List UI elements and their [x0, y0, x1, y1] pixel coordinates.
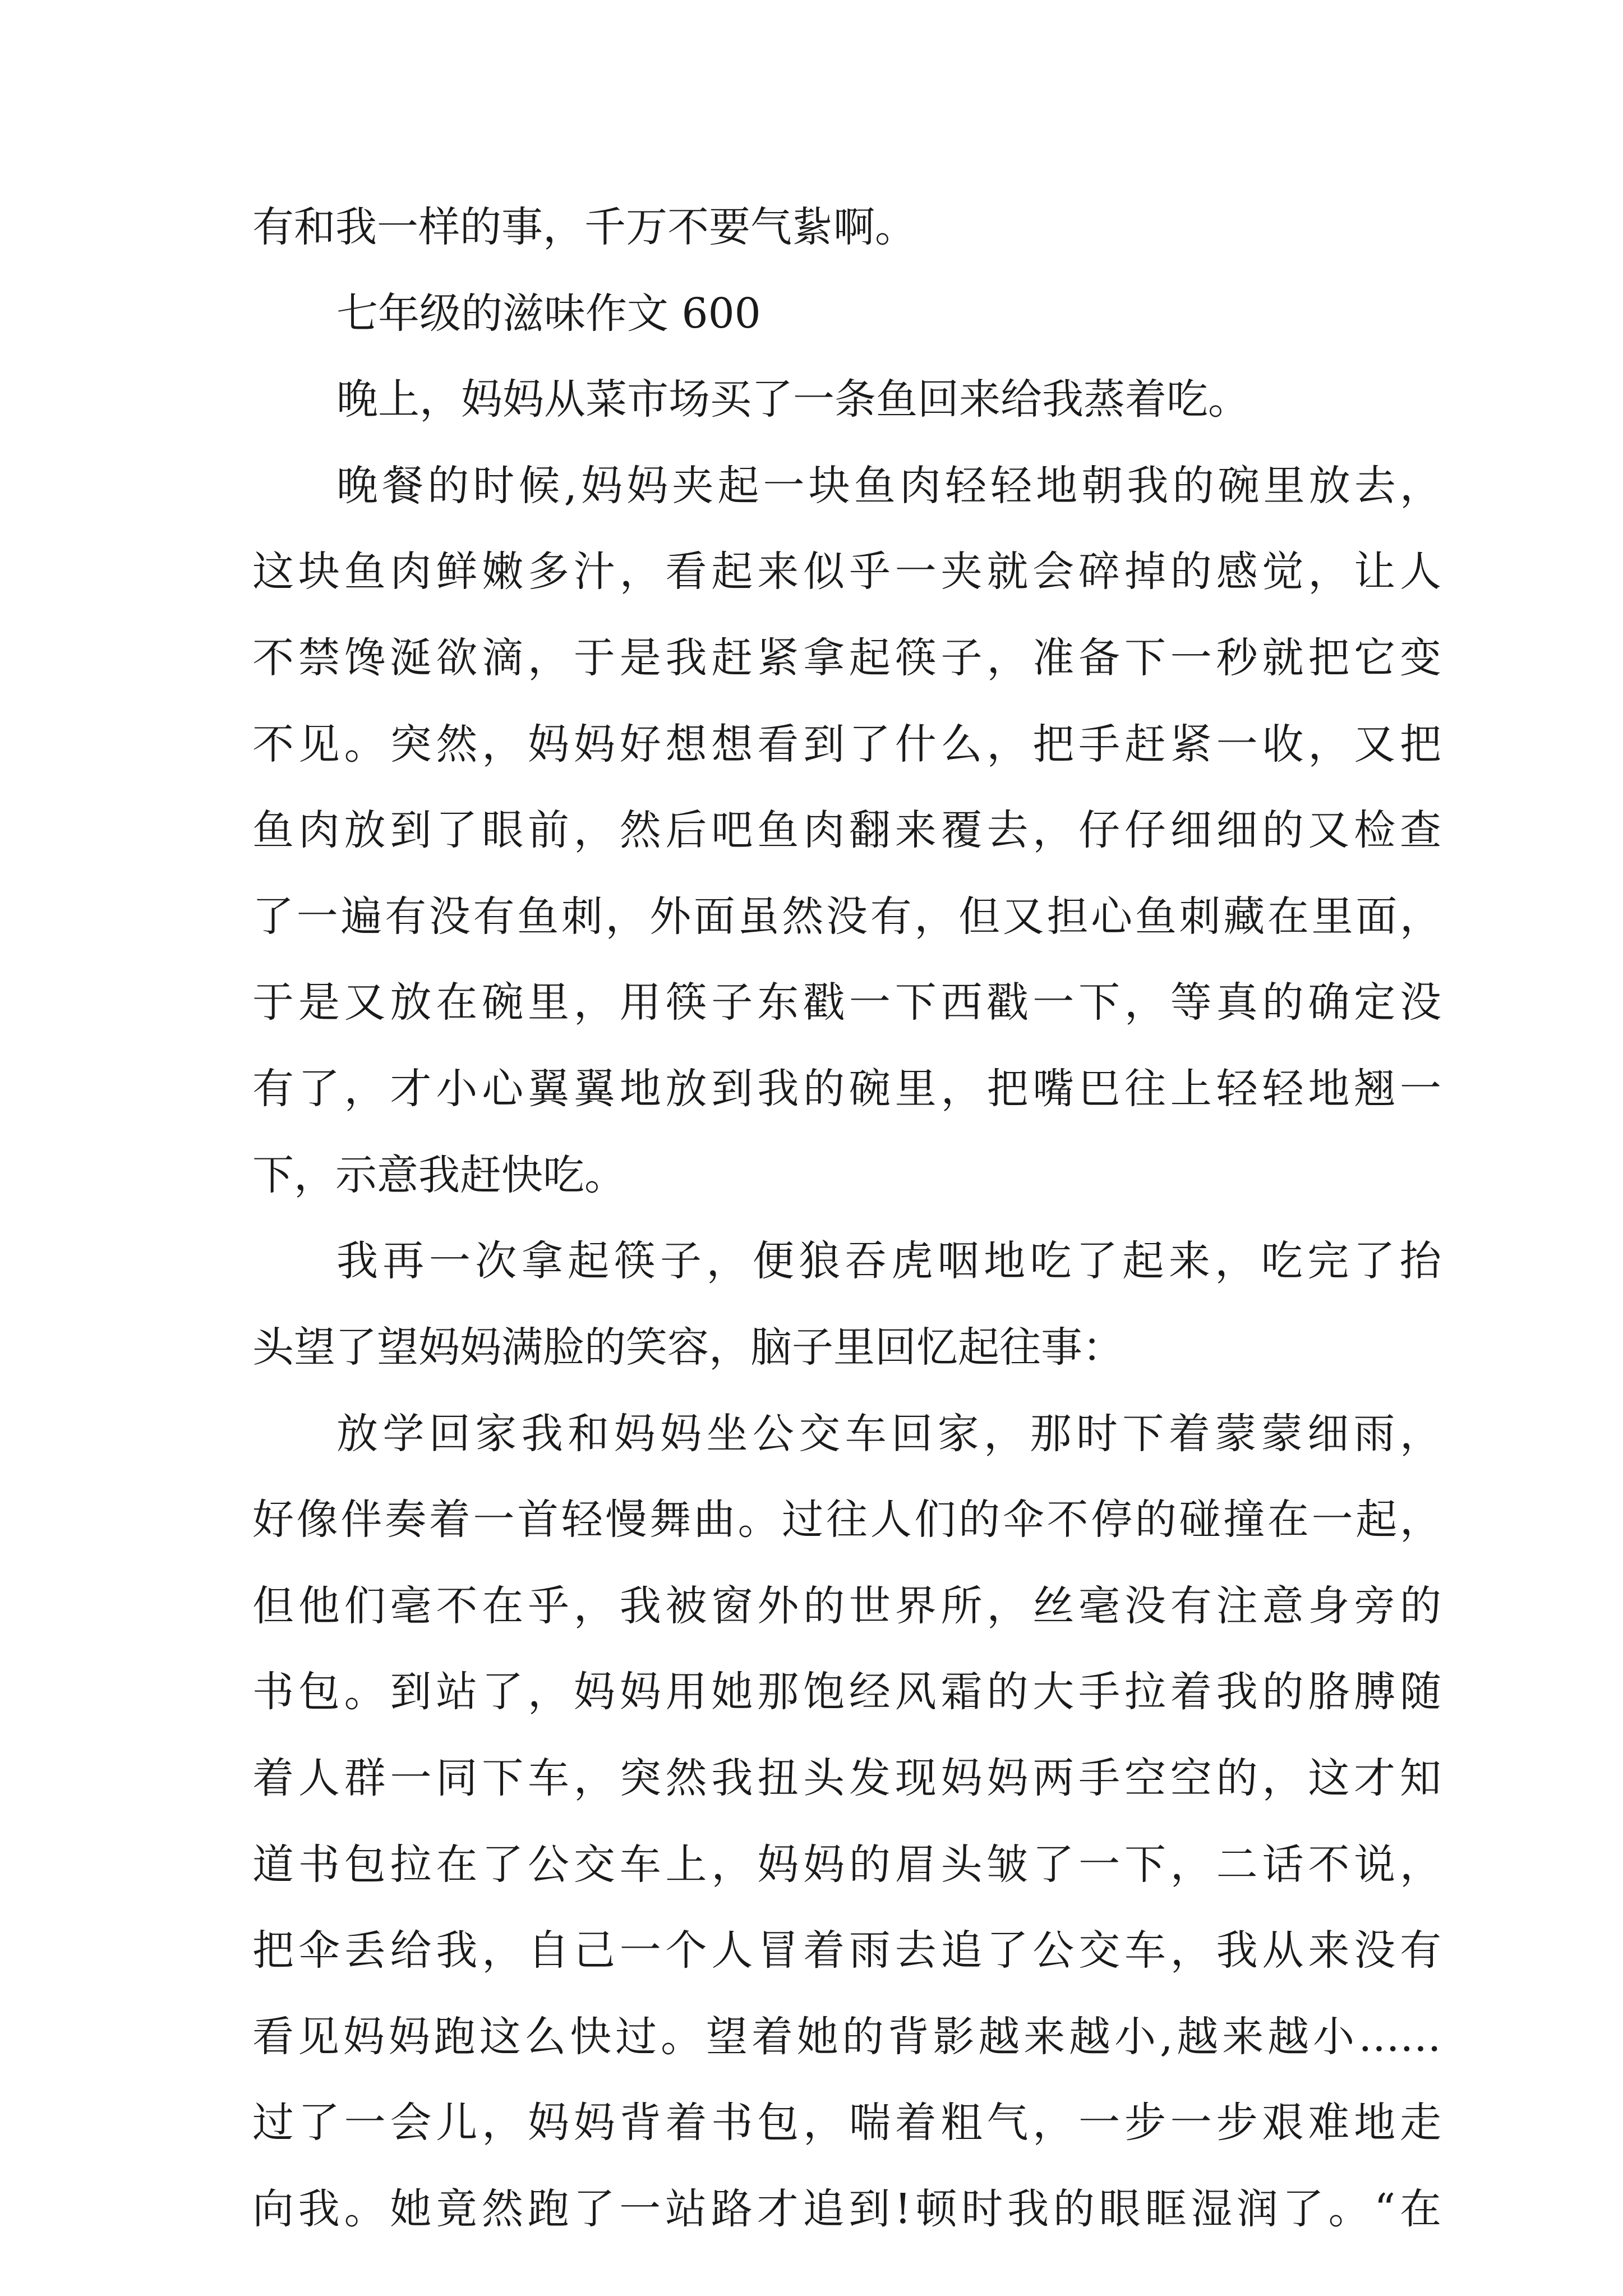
text-line: 于是又放在碗里，用筷子东戳一下西戳一下，等真的确定没 — [252, 978, 1441, 1027]
text-line: 下，示意我赶快吃。 — [252, 1151, 626, 1199]
text-line: 过了一会儿，妈妈背着书包，喘着粗气，一步一步艰难地走 — [252, 2099, 1441, 2147]
text-line: 道书包拉在了公交车上，妈妈的眉头皱了一下，二话不说， — [252, 1841, 1441, 1889]
text-line: 晚餐的时候,妈妈夹起一块鱼肉轻轻地朝我的碗里放去， — [336, 462, 1441, 510]
text-line: 放学回家我和妈妈坐公交车回家，那时下着蒙蒙细雨， — [336, 1410, 1441, 1458]
text-line: 向我。她竟然跑了一站路才追到!顿时我的眼眶湿润了。“在 — [252, 2185, 1441, 2233]
text-line: 不见。突然，妈妈好想想看到了什么，把手赶紧一收，又把 — [252, 720, 1441, 769]
text-line: 把伞丢给我，自己一个人冒着雨去追了公交车，我从来没有 — [252, 1926, 1441, 1975]
text-line: 头望了望妈妈满脸的笑容，脑子里回忆起往事： — [252, 1323, 1124, 1372]
text-line: 但他们毫不在乎，我被窗外的世界所，丝毫没有注意身旁的 — [252, 1582, 1441, 1630]
text-line: 有了，才小心翼翼地放到我的碗里，把嘴巴往上轻轻地翘一 — [252, 1065, 1441, 1113]
text-line: 我再一次拿起筷子，便狼吞虎咽地吃了起来，吃完了抬 — [336, 1237, 1441, 1285]
text-line: 好像伴奏着一首轻慢舞曲。过往人们的伞不停的碰撞在一起， — [252, 1496, 1441, 1544]
text-line: 晚上，妈妈从菜市场买了一条鱼回来给我蒸着吃。 — [336, 375, 1249, 424]
text-line: 有和我一样的事，千万不要气紥啊。 — [252, 203, 916, 251]
text-line: 书包。到站了，妈妈用她那饱经风霜的大手拉着我的胳膊随 — [252, 1668, 1441, 1716]
text-line: 鱼肉放到了眼前，然后吧鱼肉翻来覆去，仔仔细细的又检查 — [252, 806, 1441, 854]
text-line: 这块鱼肉鲜嫩多汁，看起来似乎一夹就会碎掉的感觉，让人 — [252, 547, 1441, 596]
text-line: 着人群一同下车，突然我扭头发现妈妈两手空空的，这才知 — [252, 1754, 1441, 1802]
text-line: 了一遍有没有鱼刺，外面虽然没有，但又担心鱼刺藏在里面， — [252, 892, 1441, 941]
text-line: 看见妈妈跑这么快过。望着她的背影越来越小,越来越小…… — [252, 2013, 1441, 2061]
text-line: 不禁馋涎欲滴，于是我赶紧拿起筷子，准备下一秒就把它变 — [252, 634, 1441, 682]
section-heading: 七年级的滋味作文 600 — [336, 289, 761, 338]
